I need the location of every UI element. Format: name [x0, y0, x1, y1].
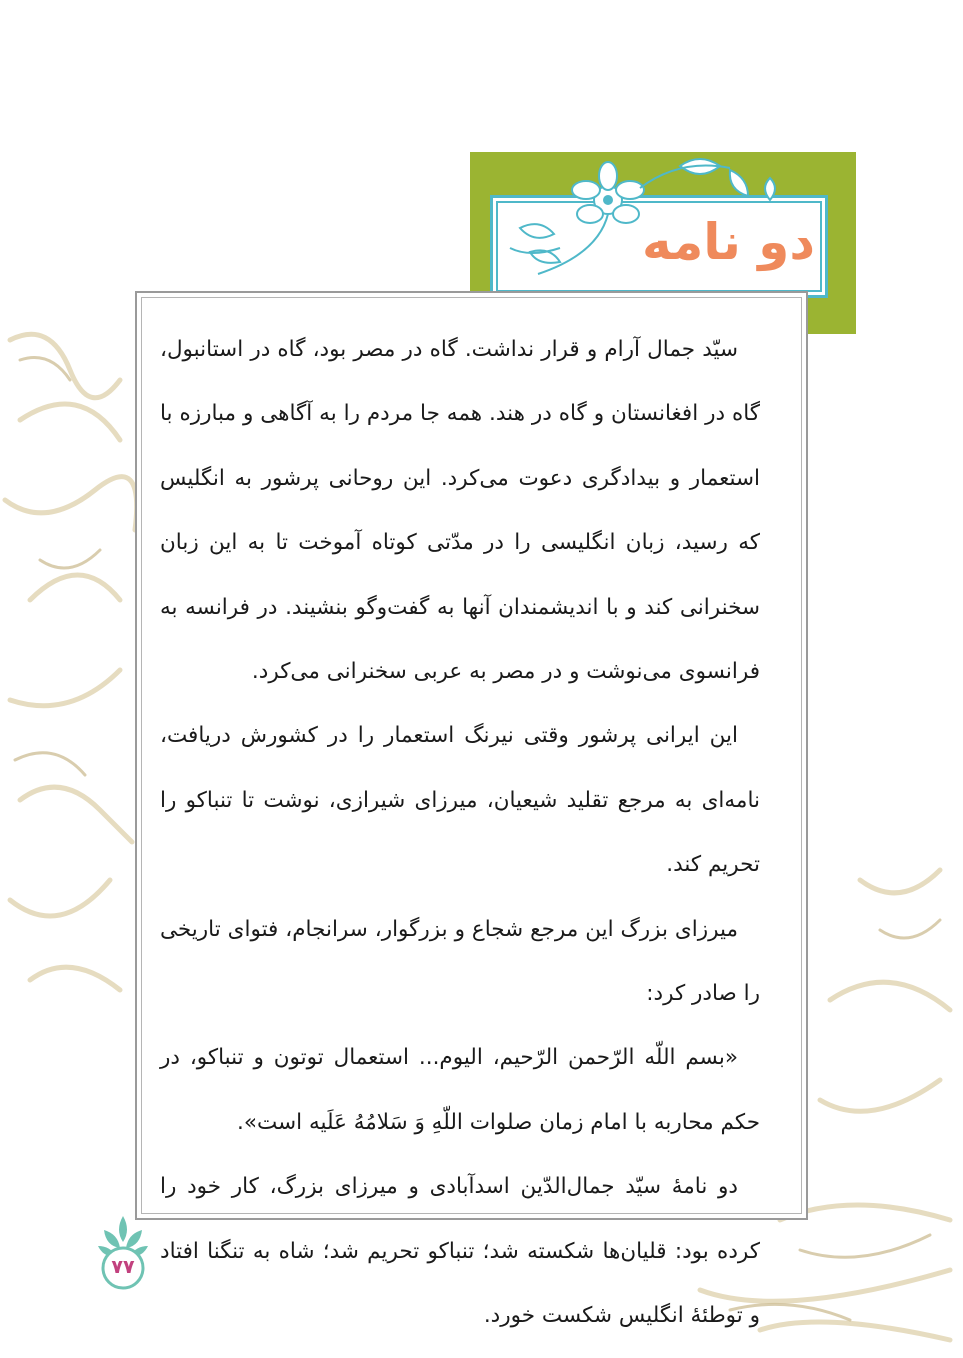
- body-text: [160, 318, 760, 1349]
- paragraph: سیّد جمال آرام و قرار نداشت. گاه در مصر بود، گاه در استانبول، گاه در افغانستان و گاه در هند. همه جا مردم را به آگاهی و مبارزه با استعمار و بیدادگری دعوت می‌کرد. این روحانی پرشور به انگلیس که رسید، زبان انگلیسی را در مدّتی کوتاه آموخت تا به این زبان سخنرانی کند و با اندیشمندان آنها به گفت‌وگو بنشیند. در فرانسه به فرانسوی می‌نوشت و در مصر به عربی سخنرانی می‌کرد.: [160, 337, 760, 685]
- paragraph: این ایرانی پرشور وقتی نیرنگ استعمار را در کشورش دریافت، نامه‌ای به مرجع تقلید شیعیان، میرزای شیرازی، نوشت تا تنباکو را تحریم کند.: [160, 723, 760, 878]
- page-title: دو نامه: [642, 213, 815, 271]
- page-number: ۷۷: [111, 1256, 135, 1278]
- paragraph: «بسم اللّه الرّحمن الرّحیم، الیوم... استعمال توتون و تنباکو، در حکم محاربه با امام زمان صلوات اللّهِ وَ سَلامُهُ عَلَیه است».: [160, 1045, 760, 1135]
- paragraph: دو نامهٔ سیّد جمال‌الدّین اسدآبادی و میرزای بزرگ، کار خود را کرده بود: قلیان‌ها شکسته شد؛ تنباکو تحریم شد؛ شاه به تنگنا افتاد و توطئهٔ انگلیس شکست خورد.: [160, 1174, 760, 1329]
- paragraph: میرزای بزرگ این مرجع شجاع و بزرگوار، سرانجام، فتوای تاریخی را صادر کرد:: [160, 916, 760, 1007]
